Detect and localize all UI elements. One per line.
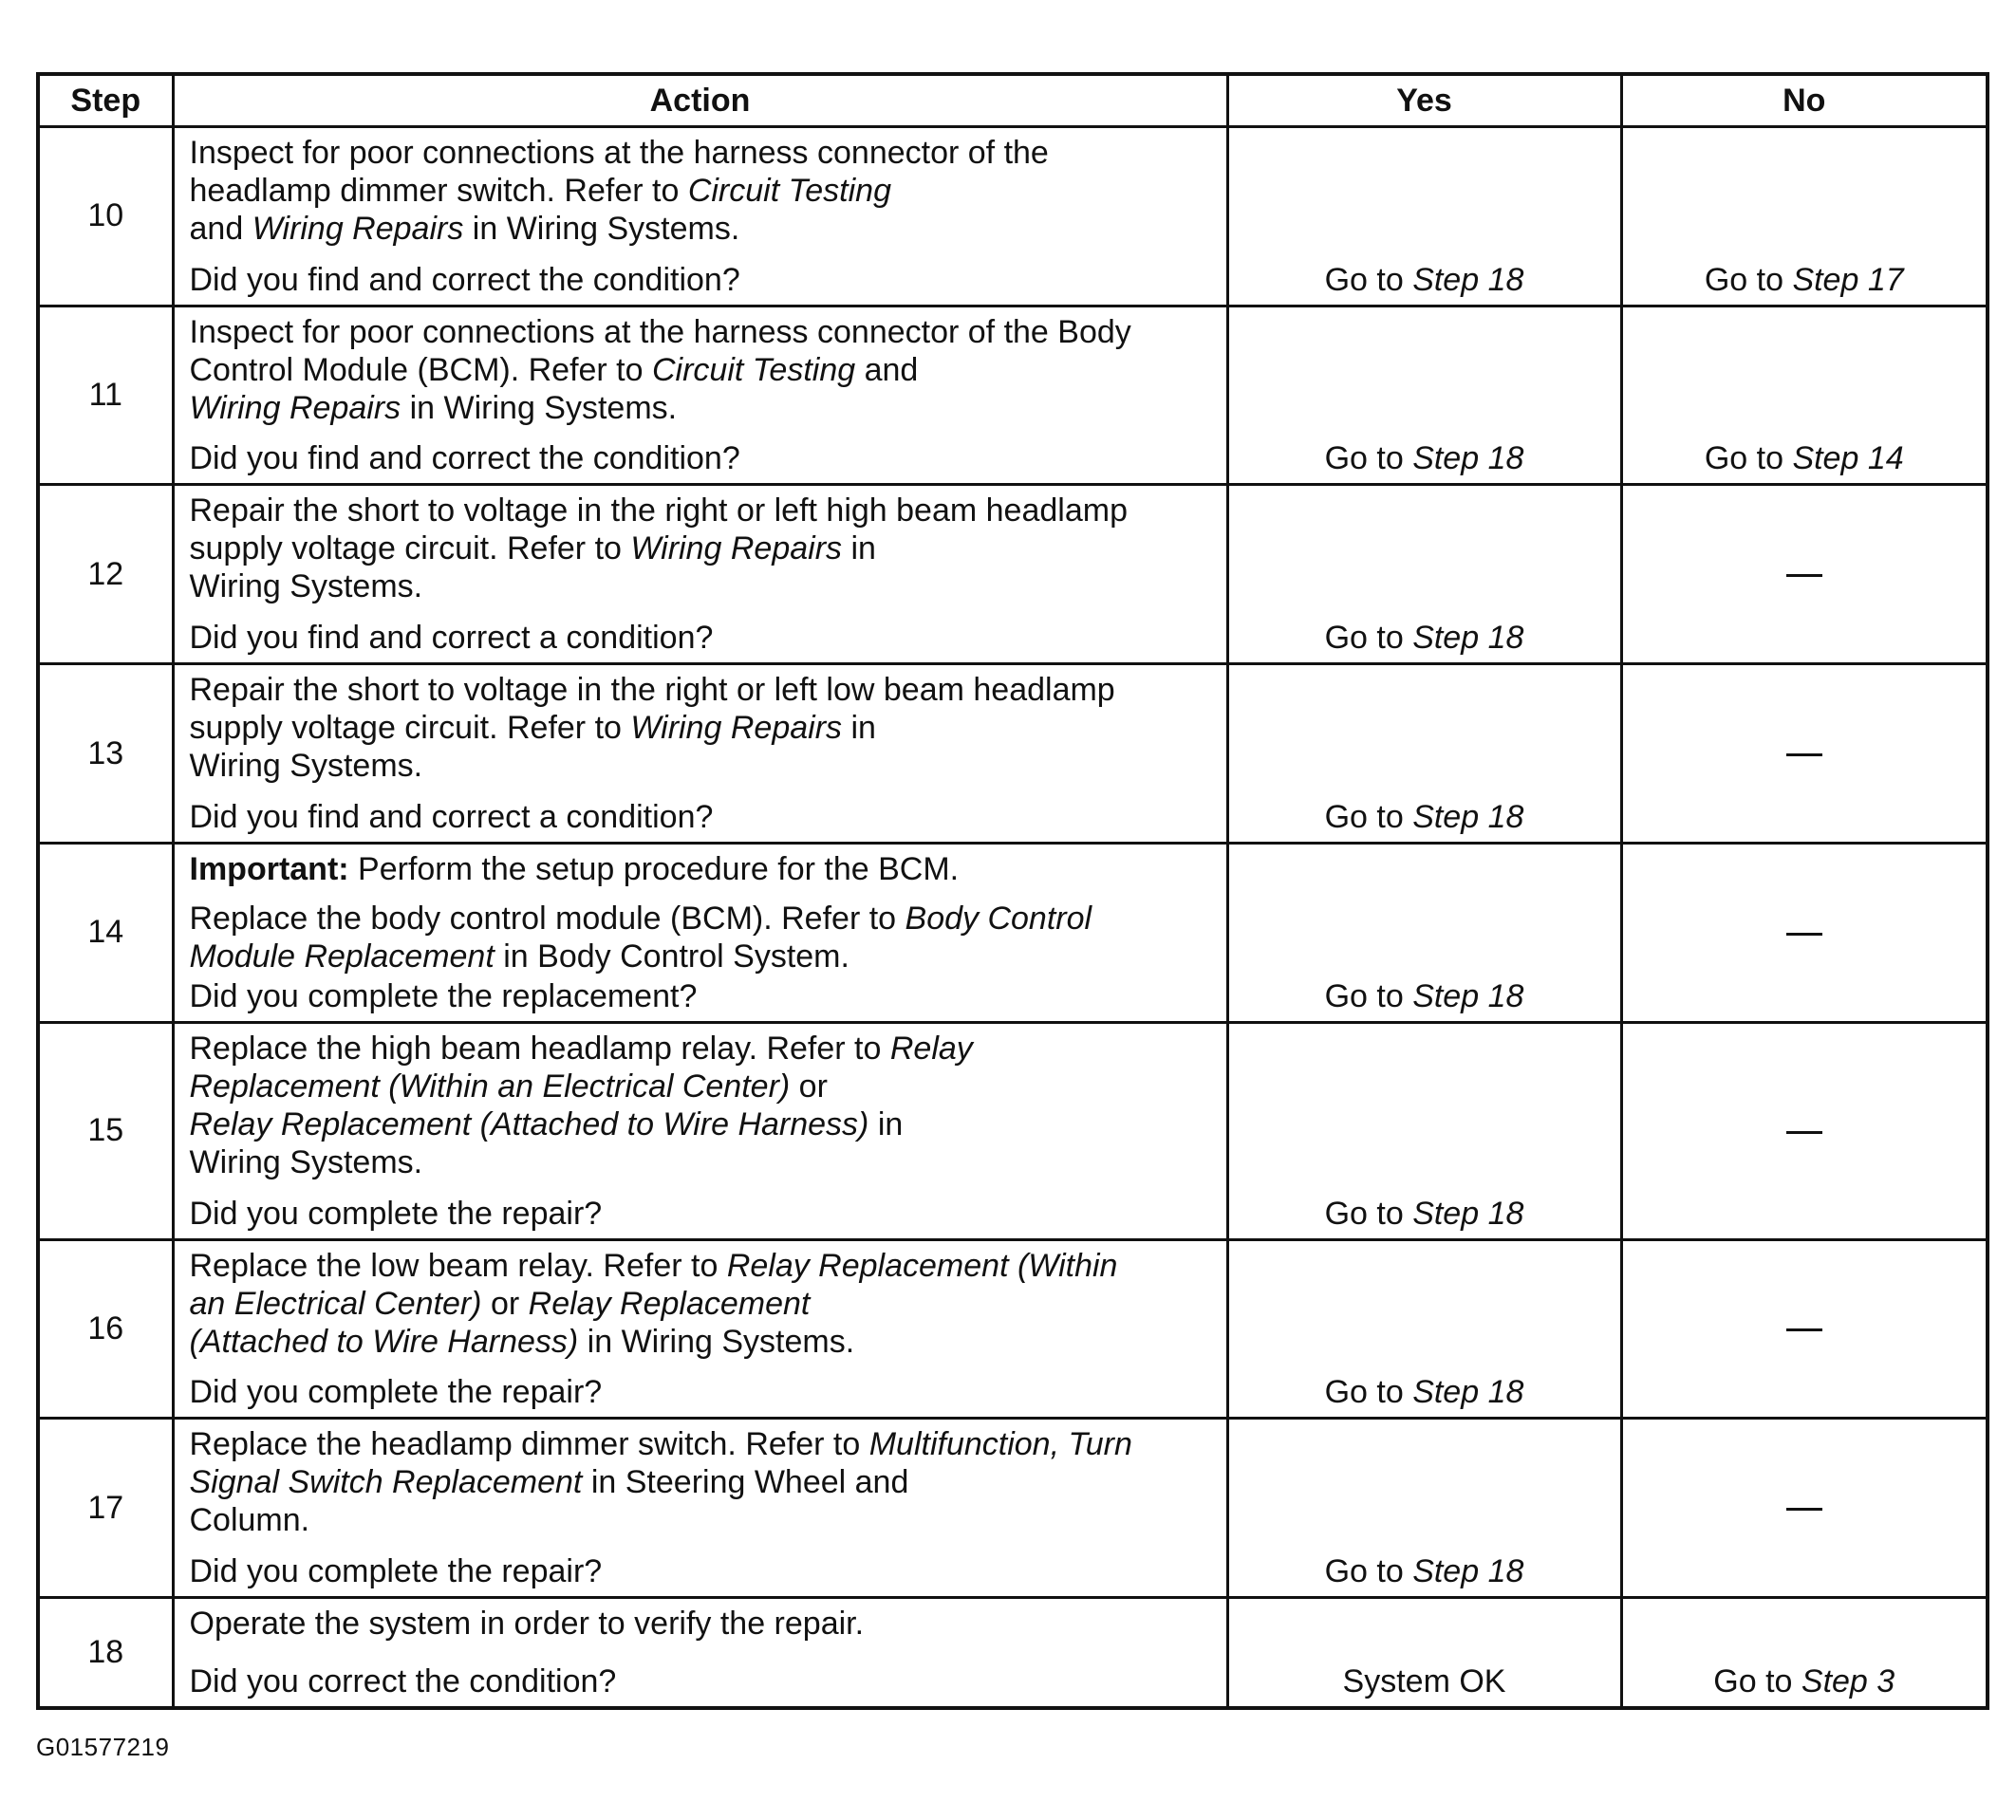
table-row	[38, 664, 1988, 844]
yes-cell	[1227, 1419, 1621, 1598]
action-line	[190, 210, 1215, 248]
action-line	[190, 492, 1215, 529]
reference-link-text: Step 17	[1792, 261, 1904, 298]
reference-link-text: Module Replacement	[189, 938, 495, 975]
step-number: 12	[38, 485, 173, 664]
action-question: Did you correct the condition?	[189, 1663, 617, 1699]
text-run: Go to	[1324, 620, 1413, 657]
text-run: Replace the low beam relay. Refer to	[189, 1247, 727, 1284]
no-cell	[1621, 1419, 1988, 1598]
text-run: Wiring Systems.	[189, 568, 423, 605]
table-row	[38, 306, 1988, 485]
action-line	[190, 1605, 1215, 1643]
reference-link-text: Step 14	[1792, 440, 1904, 477]
reference-link-text: Step 18	[1412, 1195, 1524, 1232]
table-body	[38, 127, 1988, 1709]
not-applicable-dash	[1786, 753, 1822, 756]
action-text	[190, 486, 1215, 605]
header-step: Step	[38, 74, 173, 127]
reference-link-text: Wiring Repairs	[630, 710, 843, 747]
text-run: Go to	[1324, 1195, 1413, 1232]
reference-link-text: Circuit Testing	[652, 351, 856, 388]
yes-cell	[1227, 127, 1621, 306]
table-row	[38, 1419, 1988, 1598]
header-row	[38, 74, 1988, 127]
action-line	[190, 1143, 1215, 1181]
text-run: Go to	[1324, 977, 1413, 1014]
action-line	[190, 1105, 1215, 1143]
action-line	[190, 671, 1215, 709]
action-cell	[173, 1598, 1227, 1708]
text-run: in Wiring Systems.	[463, 211, 740, 247]
action-text	[190, 1024, 1215, 1181]
table-row	[38, 1598, 1988, 1708]
action-text	[190, 1599, 1215, 1643]
action-question: Did you find and correct the condition?	[189, 440, 740, 477]
action-line	[190, 938, 1215, 975]
yes-answer	[1229, 977, 1620, 1015]
action-text	[190, 128, 1215, 248]
action-line	[190, 747, 1215, 785]
text-run: Go to	[1324, 1374, 1413, 1411]
text-run: Go to	[1324, 1553, 1413, 1590]
no-cell	[1621, 127, 1988, 306]
action-question: Did you complete the replacement?	[189, 977, 698, 1014]
text-run: in Wiring Systems.	[578, 1323, 855, 1360]
text-run: Go to	[1713, 1663, 1801, 1699]
no-answer	[1623, 1662, 1987, 1700]
text-run: Replace the headlamp dimmer switch. Refer to	[189, 1426, 869, 1463]
yes-answer	[1229, 619, 1620, 657]
text-run: in	[842, 530, 876, 567]
no-answer	[1623, 439, 1987, 477]
reference-link-text: Relay	[889, 1030, 973, 1067]
text-run: or	[481, 1285, 529, 1322]
text-run: in Body Control System.	[494, 938, 849, 975]
action-text	[190, 1420, 1215, 1539]
step-number: 15	[38, 1022, 173, 1239]
reference-link-text: Step 18	[1412, 1374, 1524, 1411]
reference-link-text: Step 3	[1801, 1663, 1895, 1699]
reference-link-text: Step 18	[1412, 977, 1524, 1014]
action-text	[190, 845, 1215, 975]
reference-link-text: Step 18	[1412, 440, 1524, 477]
action-cell	[173, 1419, 1227, 1598]
yes-answer	[1229, 798, 1620, 836]
no-cell	[1621, 1239, 1988, 1419]
yes-answer	[1229, 1552, 1620, 1590]
action-cell	[173, 1239, 1227, 1419]
reference-link-text: Step 18	[1412, 620, 1524, 657]
text-run: Go to	[1704, 261, 1793, 298]
action-line	[190, 529, 1215, 567]
header-yes: Yes	[1227, 74, 1621, 127]
table-row	[38, 485, 1988, 664]
diagnostic-table	[36, 72, 1989, 1710]
action-text	[190, 307, 1215, 427]
table-row	[38, 127, 1988, 306]
reference-link-text: Step 18	[1412, 798, 1524, 835]
step-number: 11	[38, 306, 173, 485]
text-run: in	[842, 710, 876, 747]
not-applicable-dash	[1786, 1508, 1822, 1511]
no-cell	[1621, 1598, 1988, 1708]
reference-link-text: Signal Switch Replacement	[189, 1464, 583, 1501]
text-run: Repair the short to voltage in the right or left low beam headlamp	[189, 672, 1115, 709]
action-cell	[173, 127, 1227, 306]
text-run: supply voltage circuit. Refer to	[189, 530, 631, 567]
figure-id: G01577219	[36, 1733, 170, 1761]
text-run: Inspect for poor connections at the harness connector of the Body	[189, 313, 1131, 350]
step-number: 13	[38, 664, 173, 844]
action-cell	[173, 485, 1227, 664]
yes-answer	[1229, 439, 1620, 477]
action-line	[190, 1285, 1215, 1323]
action-text	[190, 1241, 1215, 1361]
reference-link-text: Step 18	[1412, 261, 1524, 298]
action-line	[190, 1501, 1215, 1539]
action-cell	[173, 1022, 1227, 1239]
action-question: Did you find and correct a condition?	[189, 620, 714, 657]
action-line	[190, 389, 1215, 427]
text-run: Wiring Systems.	[189, 748, 423, 785]
reference-link-text: Wiring Repairs	[630, 530, 843, 567]
action-question: Did you complete the repair?	[189, 1553, 603, 1590]
step-number: 14	[38, 843, 173, 1022]
text-run: supply voltage circuit. Refer to	[189, 710, 631, 747]
action-line	[190, 313, 1215, 351]
step-number: 16	[38, 1239, 173, 1419]
yes-answer	[1229, 1195, 1620, 1233]
reference-link-text: (Attached to Wire Harness)	[189, 1323, 579, 1360]
yes-cell	[1227, 1598, 1621, 1708]
yes-cell	[1227, 1239, 1621, 1419]
no-cell	[1621, 843, 1988, 1022]
reference-link-text: Body Control	[905, 900, 1092, 937]
step-number: 18	[38, 1598, 173, 1708]
text-run: Repair the short to voltage in the right or left high beam headlamp	[189, 492, 1128, 529]
action-line	[190, 850, 1215, 888]
action-line	[190, 1463, 1215, 1501]
reference-link-text: Wiring Repairs	[189, 389, 401, 426]
reference-link-text: Relay Replacement (Attached to Wire Harness)	[189, 1105, 869, 1142]
no-cell	[1621, 664, 1988, 844]
no-cell	[1621, 1022, 1988, 1239]
not-applicable-dash	[1786, 1328, 1822, 1331]
reference-link-text: an Electrical Center)	[189, 1285, 482, 1322]
reference-link-text: Replacement (Within an Electrical Center)	[189, 1068, 791, 1105]
action-text	[190, 665, 1215, 785]
text-run: and	[189, 211, 252, 247]
yes-cell	[1227, 1022, 1621, 1239]
header-action: Action	[173, 74, 1227, 127]
not-applicable-dash	[1786, 933, 1822, 936]
reference-link-text: Multifunction, Turn	[868, 1426, 1132, 1463]
table-row	[38, 1239, 1988, 1419]
text-run: Go to	[1704, 440, 1793, 477]
action-line	[190, 1030, 1215, 1068]
action-line	[190, 709, 1215, 747]
action-line	[190, 1425, 1215, 1463]
text-run: Replace the body control module (BCM). Refer to	[189, 900, 905, 937]
action-line	[190, 1323, 1215, 1361]
yes-cell	[1227, 485, 1621, 664]
not-applicable-dash	[1786, 1131, 1822, 1134]
text-run: headlamp dimmer switch. Refer to	[189, 173, 688, 209]
yes-cell	[1227, 306, 1621, 485]
action-question: Did you complete the repair?	[189, 1374, 603, 1411]
yes-answer	[1229, 261, 1620, 299]
yes-answer	[1229, 1373, 1620, 1411]
no-answer	[1623, 261, 1987, 299]
yes-cell	[1227, 664, 1621, 844]
reference-link-text: Step 18	[1412, 1553, 1524, 1590]
table-row	[38, 1022, 1988, 1239]
text-run: in Wiring Systems.	[401, 389, 678, 426]
action-cell	[173, 306, 1227, 485]
text-run: in Steering Wheel and	[582, 1464, 909, 1501]
step-number: 10	[38, 127, 173, 306]
text-run: Column.	[189, 1502, 310, 1539]
action-line	[190, 900, 1215, 938]
step-number: 17	[38, 1419, 173, 1598]
text-run: Wiring Systems.	[189, 1143, 423, 1180]
yes-cell	[1227, 843, 1621, 1022]
action-line	[190, 172, 1215, 210]
action-question: Did you complete the repair?	[189, 1195, 603, 1232]
reference-link-text: Relay Replacement	[528, 1285, 811, 1322]
bold-label: Important:	[189, 850, 349, 887]
text-run: System OK	[1342, 1663, 1506, 1699]
text-run: and	[855, 351, 919, 388]
text-run: Control Module (BCM). Refer to	[189, 351, 652, 388]
action-line	[190, 351, 1215, 389]
action-line	[190, 1068, 1215, 1105]
text-run: Operate the system in order to verify the repair.	[189, 1606, 865, 1643]
reference-link-text: Wiring Repairs	[252, 211, 464, 247]
action-line	[190, 567, 1215, 605]
action-line	[190, 1247, 1215, 1285]
text-run: or	[790, 1068, 828, 1105]
reference-link-text: Relay Replacement (Within	[726, 1247, 1118, 1284]
reference-link-text: Circuit Testing	[687, 173, 891, 209]
table-row	[38, 843, 1988, 1022]
yes-answer	[1229, 1662, 1620, 1700]
header-no: No	[1621, 74, 1988, 127]
text-run: Go to	[1324, 261, 1413, 298]
text-run: Go to	[1324, 440, 1413, 477]
text-run: Perform the setup procedure for the BCM.	[348, 850, 960, 887]
no-cell	[1621, 485, 1988, 664]
action-cell	[173, 664, 1227, 844]
no-cell	[1621, 306, 1988, 485]
text-run: Replace the high beam headlamp relay. Refer to	[189, 1030, 890, 1067]
not-applicable-dash	[1786, 574, 1822, 577]
text-run: Inspect for poor connections at the harness connector of the	[189, 135, 1049, 171]
text-run: in	[868, 1105, 904, 1142]
action-question: Did you find and correct a condition?	[189, 798, 714, 835]
action-cell	[173, 843, 1227, 1022]
action-line	[190, 134, 1215, 172]
action-question: Did you find and correct the condition?	[189, 261, 740, 298]
text-run: Go to	[1324, 798, 1413, 835]
